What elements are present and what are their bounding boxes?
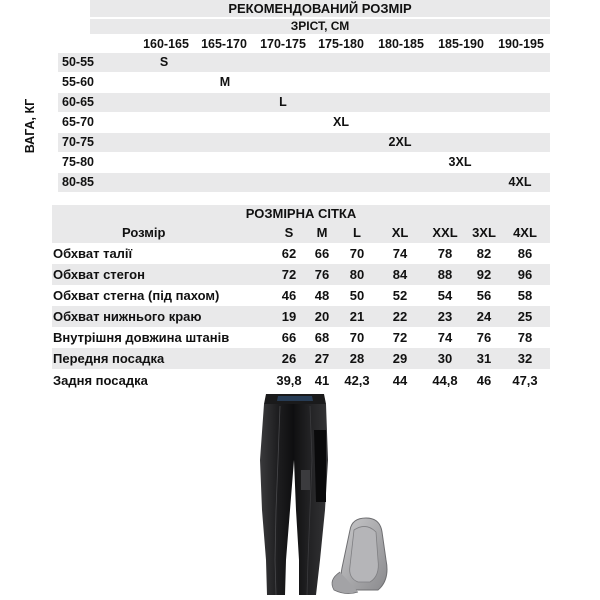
measurement-value: 56 bbox=[476, 288, 492, 303]
size-header: M bbox=[316, 225, 328, 240]
size-header: XXL bbox=[432, 225, 458, 240]
weight-range: 65-70 bbox=[62, 115, 94, 129]
measurement-label: Обхват нижнього краю bbox=[53, 309, 202, 324]
recommended-size: S bbox=[159, 55, 169, 69]
weight-row bbox=[58, 113, 550, 132]
table-row bbox=[52, 306, 550, 327]
measurement-value: 28 bbox=[349, 351, 365, 366]
table-row bbox=[52, 243, 550, 264]
measurement-value: 70 bbox=[349, 330, 365, 345]
height-header: 170-175 bbox=[260, 37, 306, 51]
product-image bbox=[230, 390, 430, 600]
measurement-value: 78 bbox=[437, 246, 453, 261]
weight-range: 55-60 bbox=[62, 75, 94, 89]
height-header: 185-190 bbox=[438, 37, 484, 51]
measurement-value: 46 bbox=[476, 373, 492, 388]
height-header: 190-195 bbox=[498, 37, 544, 51]
measurement-value: 44 bbox=[392, 373, 408, 388]
measurement-value: 24 bbox=[476, 309, 492, 324]
measurement-value: 74 bbox=[392, 246, 408, 261]
measurement-value: 54 bbox=[437, 288, 453, 303]
height-header: 165-170 bbox=[201, 37, 247, 51]
height-axis-label: ЗРІСТ, СМ bbox=[90, 19, 550, 34]
measurement-value: 44,8 bbox=[432, 373, 458, 388]
table-row bbox=[52, 348, 550, 369]
measurement-value: 66 bbox=[314, 246, 330, 261]
measurement-label: Обхват талії bbox=[53, 246, 133, 261]
measurement-value: 50 bbox=[349, 288, 365, 303]
measurement-value: 46 bbox=[281, 288, 297, 303]
measurement-value: 76 bbox=[476, 330, 492, 345]
measurement-value: 88 bbox=[437, 267, 453, 282]
measurement-value: 52 bbox=[392, 288, 408, 303]
measurement-value: 20 bbox=[314, 309, 330, 324]
measurement-value: 42,3 bbox=[344, 373, 370, 388]
weight-row bbox=[58, 73, 550, 92]
measurement-value: 30 bbox=[437, 351, 453, 366]
measurement-value: 72 bbox=[281, 267, 297, 282]
size-header: 4XL bbox=[513, 225, 537, 240]
weight-range: 70-75 bbox=[62, 135, 94, 149]
measurement-value: 23 bbox=[437, 309, 453, 324]
height-header: 175-180 bbox=[318, 37, 364, 51]
recommended-size: 3XL bbox=[448, 155, 472, 169]
measurement-value: 22 bbox=[392, 309, 408, 324]
weight-row bbox=[58, 53, 550, 72]
size-column-label: Розмір bbox=[122, 225, 166, 240]
recommended-size: XL bbox=[333, 115, 349, 129]
measurement-value: 78 bbox=[517, 330, 533, 345]
weight-axis-label: ВАГА, КГ bbox=[23, 98, 37, 154]
table-row bbox=[52, 285, 550, 306]
size-header: 3XL bbox=[472, 225, 496, 240]
table-row bbox=[52, 370, 550, 391]
measurement-value: 82 bbox=[476, 246, 492, 261]
measurement-value: 76 bbox=[314, 267, 330, 282]
height-header: 180-185 bbox=[378, 37, 424, 51]
measurement-value: 26 bbox=[281, 351, 297, 366]
measurement-value: 96 bbox=[517, 267, 533, 282]
weight-row bbox=[58, 133, 550, 152]
table-row bbox=[52, 264, 550, 285]
measurement-value: 32 bbox=[517, 351, 533, 366]
measurement-value: 41 bbox=[314, 373, 330, 388]
recommended-size-title: РЕКОМЕНДОВАНИЙ РОЗМІР bbox=[90, 0, 550, 17]
measurement-value: 27 bbox=[314, 351, 330, 366]
measurement-value: 48 bbox=[314, 288, 330, 303]
measurement-value: 62 bbox=[281, 246, 297, 261]
size-grid-title: РОЗМІРНА СІТКА bbox=[52, 205, 550, 222]
measurement-value: 66 bbox=[281, 330, 297, 345]
measurement-label: Внутрішня довжина штанів bbox=[53, 330, 230, 345]
measurement-value: 86 bbox=[517, 246, 533, 261]
size-grid-header-row bbox=[52, 222, 550, 243]
weight-row bbox=[58, 173, 550, 192]
weight-row bbox=[58, 153, 550, 172]
measurement-label: Обхват стегна (під пахом) bbox=[53, 288, 220, 303]
recommended-size: L bbox=[279, 95, 287, 109]
measurement-value: 72 bbox=[392, 330, 408, 345]
measurement-value: 31 bbox=[476, 351, 492, 366]
measurement-value: 19 bbox=[281, 309, 297, 324]
cycling-tights bbox=[260, 394, 328, 595]
recommended-size-table bbox=[0, 0, 600, 200]
measurement-value: 84 bbox=[392, 267, 408, 282]
measurement-value: 74 bbox=[437, 330, 453, 345]
measurement-label: Задня посадка bbox=[53, 373, 148, 388]
measurement-value: 70 bbox=[349, 246, 365, 261]
weight-range: 80-85 bbox=[62, 175, 94, 189]
height-header: 160-165 bbox=[143, 37, 189, 51]
weight-row bbox=[58, 93, 550, 112]
size-header: S bbox=[284, 225, 294, 240]
weight-range: 50-55 bbox=[62, 55, 94, 69]
size-header: XL bbox=[391, 225, 409, 240]
chamois-pad bbox=[332, 518, 387, 594]
measurement-value: 39,8 bbox=[276, 373, 302, 388]
weight-range: 75-80 bbox=[62, 155, 94, 169]
measurement-value: 25 bbox=[517, 309, 533, 324]
weight-range: 60-65 bbox=[62, 95, 94, 109]
measurement-value: 29 bbox=[392, 351, 408, 366]
measurement-value: 92 bbox=[476, 267, 492, 282]
measurement-label: Обхват стегон bbox=[53, 267, 145, 282]
measurement-value: 58 bbox=[517, 288, 533, 303]
recommended-size: 4XL bbox=[508, 175, 532, 189]
measurement-value: 80 bbox=[349, 267, 365, 282]
measurement-value: 21 bbox=[349, 309, 365, 324]
size-header: L bbox=[353, 225, 361, 240]
measurement-label: Передня посадка bbox=[53, 351, 165, 366]
table-row bbox=[52, 327, 550, 348]
recommended-size: M bbox=[219, 75, 231, 89]
measurement-value: 68 bbox=[314, 330, 330, 345]
measurement-value: 47,3 bbox=[512, 373, 538, 388]
recommended-size: 2XL bbox=[388, 135, 412, 149]
